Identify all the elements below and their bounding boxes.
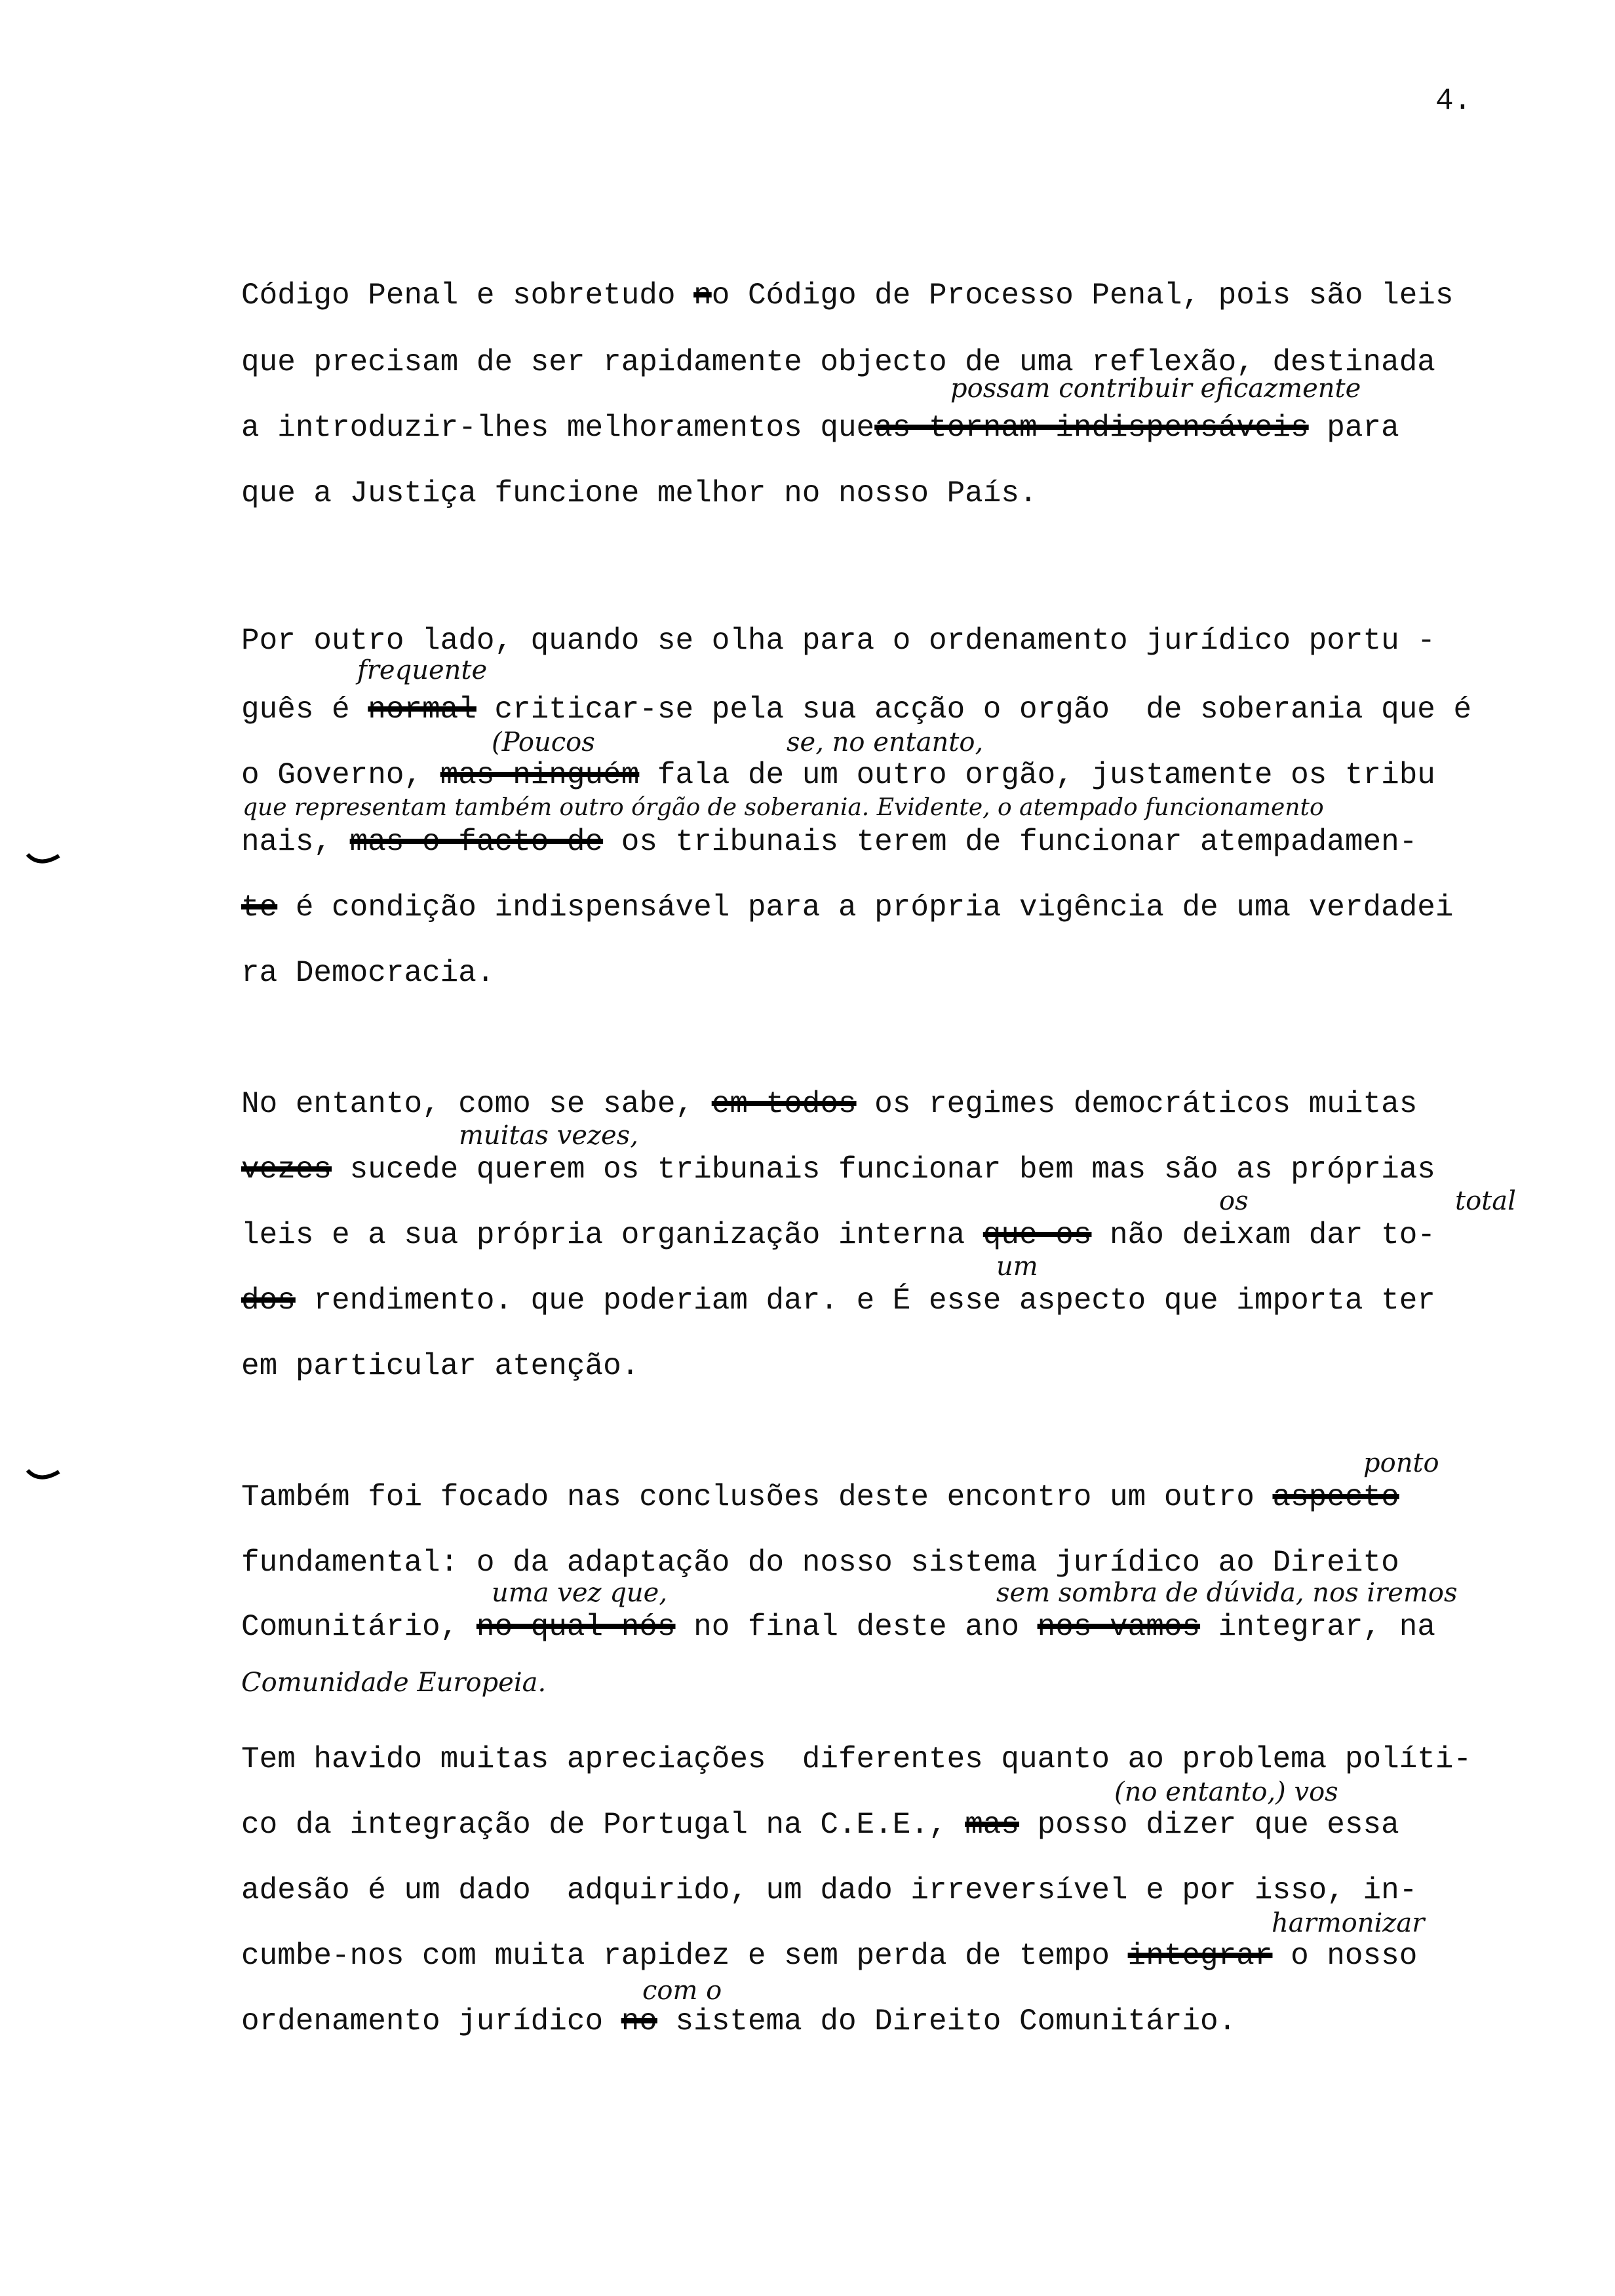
text-line: em particular atenção. xyxy=(241,1349,640,1383)
page-number: 4. xyxy=(1435,84,1472,118)
text-line: ordenamento jurídico no sistema do Direito Comunitário. xyxy=(241,2004,1237,2038)
text-line: que precisam de ser rapidamente objecto de uma reflexão, destinada xyxy=(241,345,1435,379)
text-line: fundamental: o da adaptação do nosso sistema jurídico ao Direito xyxy=(241,1546,1399,1580)
handwritten-annotation: harmonizar xyxy=(1272,1908,1425,1938)
handwritten-annotation: sem sombra de dúvida, nos iremos xyxy=(996,1578,1458,1608)
text-line: Comunitário, no qual nós no final deste ano nos vamos integrar, na xyxy=(241,1610,1435,1644)
handwritten-annotation: (Poucos xyxy=(492,727,595,757)
text-line: leis e a sua própria organização interna que os não deixam dar to- xyxy=(241,1218,1435,1252)
text-line: cumbe-nos com muita rapidez e sem perda de tempo integrar o nosso xyxy=(241,1939,1418,1973)
handwritten-annotation: que representam também outro órgão de soberania. Evidente, o atempado funcionamento xyxy=(243,794,1324,821)
text-line: o Governo, mas ninguém fala de um outro orgão, justamente os tribu xyxy=(241,758,1435,792)
handwritten-annotation: se, no entanto, xyxy=(787,727,984,757)
handwritten-annotation: possam contribuir eficazmente xyxy=(950,373,1361,404)
handwritten-annotation: um xyxy=(996,1252,1038,1282)
handwritten-annotation: os xyxy=(1219,1186,1249,1216)
text-line: dos rendimento. que poderiam dar. e É esse aspecto que importa ter xyxy=(241,1284,1435,1318)
text-line: Por outro lado, quando se olha para o ordenamento jurídico portu - xyxy=(241,624,1435,658)
handwritten-annotation: com o xyxy=(642,1976,722,2006)
handwritten-annotation: ponto xyxy=(1363,1448,1439,1478)
text-line: a introduzir-lhes melhoramentos queas tornam indispensáveis para xyxy=(241,411,1399,445)
text-line: Também foi focado nas conclusões deste encontro um outro aspecto xyxy=(241,1480,1399,1514)
handwritten-annotation: frequente xyxy=(357,655,488,685)
handwritten-annotation: total xyxy=(1455,1186,1516,1216)
handwritten-annotation: muitas vezes, xyxy=(459,1120,638,1151)
margin-mark xyxy=(26,1468,60,1482)
handwritten-annotation: (no entanto,) vos xyxy=(1114,1777,1338,1807)
text-line: te é condição indispensável para a própria vigência de uma verdadei xyxy=(241,890,1454,925)
text-line: nais, mas o facto de os tribunais terem de funcionar atempadamen- xyxy=(241,825,1418,859)
text-line: adesão é um dado adquirido, um dado irreversível e por isso, in- xyxy=(241,1873,1418,1907)
text-line: guês é normal criticar-se pela sua acção o orgão de soberania que é xyxy=(241,693,1472,727)
handwritten-annotation: Comunidade Europeia. xyxy=(241,1668,547,1698)
text-line: ra Democracia. xyxy=(241,956,495,990)
text-line: Tem havido muitas apreciações diferentes quanto ao problema políti- xyxy=(241,1742,1472,1776)
text-line: No entanto, como se sabe, em todos os regimes democráticos muitas xyxy=(241,1087,1418,1121)
text-line: vezes sucede querem os tribunais funcionar bem mas são as próprias xyxy=(241,1153,1435,1187)
text-line: co da integração de Portugal na C.E.E., mas posso dizer que essa xyxy=(241,1808,1399,1842)
margin-mark xyxy=(26,852,60,866)
text-line: que a Justiça funcione melhor no nosso País. xyxy=(241,476,1038,510)
handwritten-annotation: uma vez que, xyxy=(492,1578,668,1608)
text-line: Código Penal e sobretudo no Código de Processo Penal, pois são leis xyxy=(241,278,1454,313)
